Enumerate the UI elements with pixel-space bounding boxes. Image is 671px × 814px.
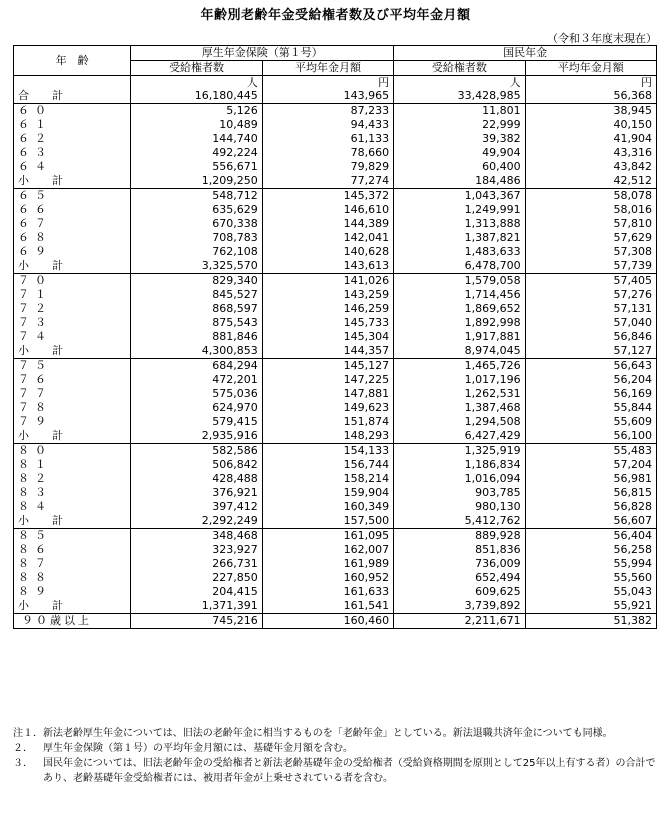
kokumin-recipients: 889,928 <box>394 529 525 544</box>
table-row <box>14 203 657 217</box>
pension-table <box>13 45 657 629</box>
note-text: 国民年金については、旧法老齢年金の受給権者と新法老齢基礎年金の受給権者（受給資格期間を原則として25年以上有する者）の合計であり、老齢基礎年金受給権者には、被用者年金が上乗せされている者を含む。 <box>43 758 656 784</box>
age-label: ７６ <box>14 373 131 387</box>
kousei-recipients: 762,108 <box>212 245 258 258</box>
kousei-recipients: 204,415 <box>212 585 258 598</box>
kokumin-avg-monthly: 51,382 <box>525 614 656 629</box>
kokumin-recipients: 6,478,700 <box>394 259 525 274</box>
age-label: ６９ <box>14 245 131 259</box>
kousei-avg-monthly: 142,041 <box>262 231 393 245</box>
table-row <box>14 359 657 374</box>
subtotal-row <box>14 514 657 529</box>
kokumin-avg-monthly: 43,842 <box>525 160 656 174</box>
as-of-date: （令和３年度末現在） <box>547 32 657 45</box>
kokumin-recipients: 609,625 <box>394 585 525 599</box>
kousei-avg-header: 平均年金月額 <box>262 61 393 76</box>
kokumin-avg-monthly: 57,276 <box>525 288 656 302</box>
unit-people: 人 <box>246 76 258 89</box>
kousei-recipients: 323,927 <box>212 543 258 556</box>
kokumin-avg-monthly: 56,828 <box>525 500 656 514</box>
kousei-recipients: 548,712 <box>212 189 258 202</box>
kokumin-avg-monthly: 55,844 <box>525 401 656 415</box>
kousei-avg-monthly: 77,274 <box>262 174 393 189</box>
kousei-avg-monthly: 145,733 <box>262 316 393 330</box>
table-row <box>14 444 657 459</box>
table-row <box>14 415 657 429</box>
age-label: ８９ <box>14 585 131 599</box>
kokumin-avg-monthly: 56,815 <box>525 486 656 500</box>
kokumin-recipients: 39,382 <box>394 132 525 146</box>
table-row <box>14 274 657 289</box>
table-row <box>14 288 657 302</box>
table-row <box>14 401 657 415</box>
page-title: 年齢別老齢年金受給権者数及び平均年金月額 <box>200 8 471 23</box>
kousei-avg-monthly: 161,989 <box>262 557 393 571</box>
age-label: ６５ <box>14 189 131 204</box>
kokumin-avg-monthly: 38,945 <box>525 104 656 119</box>
note-item <box>13 756 663 786</box>
table-row <box>14 231 657 245</box>
unit-row <box>14 76 657 90</box>
age-label: ６０ <box>14 104 131 119</box>
kokumin-avg-monthly: 57,405 <box>525 274 656 289</box>
table-row <box>14 104 657 119</box>
kousei-recipients: 266,731 <box>212 557 258 570</box>
total-label: 合 計 <box>14 89 131 104</box>
kousei-recipients: 670,338 <box>212 217 258 230</box>
kokumin-avg-monthly: 57,810 <box>525 217 656 231</box>
age-label: ８６ <box>14 543 131 557</box>
age-label: ８５ <box>14 529 131 544</box>
kokumin-recipients: 1,249,991 <box>394 203 525 217</box>
kokumin-recipients: 1,579,058 <box>394 274 525 289</box>
kousei-avg-monthly: 145,372 <box>262 189 393 204</box>
age-label: ８７ <box>14 557 131 571</box>
table-row <box>14 330 657 344</box>
kokumin-recipients: 1,869,652 <box>394 302 525 316</box>
kousei-avg-monthly: 158,214 <box>262 472 393 486</box>
kousei-avg-monthly: 144,357 <box>262 344 393 359</box>
kousei-avg-monthly: 143,259 <box>262 288 393 302</box>
subtotal-row <box>14 259 657 274</box>
kousei-avg-monthly: 143,613 <box>262 259 393 274</box>
kousei-avg-monthly: 146,259 <box>262 302 393 316</box>
kousei-recipients: 575,036 <box>212 387 258 400</box>
kokumin-avg-monthly: 40,150 <box>525 118 656 132</box>
kokumin-recipients: 1,892,998 <box>394 316 525 330</box>
unit-row-label <box>14 76 131 90</box>
kokumin-avg-monthly: 56,100 <box>525 429 656 444</box>
header-row-groups <box>14 46 657 61</box>
kokumin-avg-monthly: 57,204 <box>525 458 656 472</box>
subtotal-row <box>14 174 657 189</box>
kousei-recipients: 635,629 <box>212 203 258 216</box>
table-row <box>14 571 657 585</box>
age-label: ７２ <box>14 302 131 316</box>
age-label: ８３ <box>14 486 131 500</box>
kousei-avg-monthly: 160,460 <box>262 614 393 629</box>
kokumin-recipients: 1,186,834 <box>394 458 525 472</box>
age-label: 小 計 <box>14 429 131 444</box>
age-label: 小 計 <box>14 174 131 189</box>
kokumin-recipients: 184,486 <box>394 174 525 189</box>
table-row <box>14 585 657 599</box>
age-label: ７０ <box>14 274 131 289</box>
kokumin-recipients: 49,904 <box>394 146 525 160</box>
kokumin-avg-monthly: 55,609 <box>525 415 656 429</box>
kokumin-recipients: 1,917,881 <box>394 330 525 344</box>
kousei-recipients: 582,586 <box>212 444 258 457</box>
kousei-recipients: 684,294 <box>212 359 258 372</box>
age-label: ６６ <box>14 203 131 217</box>
age-label: ６８ <box>14 231 131 245</box>
kousei-recipients: 708,783 <box>212 231 258 244</box>
unit-people: 人 <box>394 76 525 90</box>
total-kokumin-recipients: 33,428,985 <box>394 89 525 104</box>
kokumin-avg-monthly: 56,607 <box>525 514 656 529</box>
kousei-recipients: 868,597 <box>212 302 258 315</box>
kousei-avg-monthly: 156,744 <box>262 458 393 472</box>
age-label: ６１ <box>14 118 131 132</box>
kokumin-recipients: 851,836 <box>394 543 525 557</box>
kousei-recipients: 875,543 <box>212 316 258 329</box>
kousei-recipients: 348,468 <box>212 529 258 542</box>
age-label: 小 計 <box>14 344 131 359</box>
age-label: ７４ <box>14 330 131 344</box>
kousei-recipients: 745,216 <box>212 614 258 627</box>
kousei-recipients: 144,740 <box>212 132 258 145</box>
kousei-recipients: 556,671 <box>212 160 258 173</box>
kokumin-recipients-header: 受給権者数 <box>394 61 525 76</box>
kousei-avg-monthly: 145,304 <box>262 330 393 344</box>
kokumin-avg-monthly: 56,643 <box>525 359 656 374</box>
kokumin-recipients: 736,009 <box>394 557 525 571</box>
table-row <box>14 486 657 500</box>
kousei-avg-monthly: 157,500 <box>262 514 393 529</box>
table-row <box>14 160 657 174</box>
kousei-recipients: 472,201 <box>212 373 258 386</box>
kokumin-avg-monthly: 55,043 <box>525 585 656 599</box>
age-label: 小 計 <box>14 259 131 274</box>
kokumin-recipients: 1,465,726 <box>394 359 525 374</box>
kokumin-avg-monthly: 55,483 <box>525 444 656 459</box>
note-label: 注１． <box>13 728 43 739</box>
kokumin-header: 国民年金 <box>394 46 657 61</box>
kousei-recipients: 2,292,249 <box>131 514 262 529</box>
age-label: ９０歳以上 <box>14 614 131 629</box>
kousei-avg-monthly: 146,610 <box>262 203 393 217</box>
kousei-avg-monthly: 151,874 <box>262 415 393 429</box>
kousei-recipients: 1,209,250 <box>131 174 262 189</box>
kousei-recipients: 376,921 <box>212 486 258 499</box>
table-row <box>14 500 657 514</box>
subtotal-row <box>14 344 657 359</box>
kokumin-avg-monthly: 58,078 <box>525 189 656 204</box>
kousei-avg-monthly: 147,881 <box>262 387 393 401</box>
kokumin-recipients: 1,017,196 <box>394 373 525 387</box>
kousei-avg-monthly: 160,349 <box>262 500 393 514</box>
kokumin-recipients: 1,043,367 <box>394 189 525 204</box>
kokumin-avg-monthly: 55,921 <box>525 599 656 614</box>
kousei-recipients: 845,527 <box>212 288 258 301</box>
kokumin-avg-monthly: 56,258 <box>525 543 656 557</box>
kousei-recipients: 624,970 <box>212 401 258 414</box>
age-label: 小 計 <box>14 599 131 614</box>
total-row <box>14 89 657 104</box>
kousei-avg-monthly: 149,623 <box>262 401 393 415</box>
note-item <box>13 741 663 756</box>
note-text: 新法老齢厚生年金については、旧法の老齢年金に相当するものを「老齢年金」としている。新法退職共済年金についても同様。 <box>43 728 613 739</box>
table-row <box>14 543 657 557</box>
kousei-avg-monthly: 161,095 <box>262 529 393 544</box>
kokumin-avg-monthly: 56,404 <box>525 529 656 544</box>
table-row <box>14 614 657 629</box>
kousei-recipients: 428,488 <box>212 472 258 485</box>
kousei-recipients: 506,842 <box>212 458 258 471</box>
note-label: ２． <box>13 743 33 754</box>
table-row <box>14 189 657 204</box>
kokumin-recipients: 1,262,531 <box>394 387 525 401</box>
kokumin-avg-monthly: 58,016 <box>525 203 656 217</box>
kokumin-recipients: 1,483,633 <box>394 245 525 259</box>
kokumin-avg-monthly: 57,308 <box>525 245 656 259</box>
kousei-avg-monthly: 159,904 <box>262 486 393 500</box>
subtotal-row <box>14 599 657 614</box>
kokumin-recipients: 652,494 <box>394 571 525 585</box>
kokumin-avg-monthly: 43,316 <box>525 146 656 160</box>
kokumin-recipients: 1,714,456 <box>394 288 525 302</box>
age-label: ６２ <box>14 132 131 146</box>
kokumin-avg-monthly: 56,981 <box>525 472 656 486</box>
age-label: ８４ <box>14 500 131 514</box>
kousei-avg-monthly: 147,225 <box>262 373 393 387</box>
age-header: 年 齢 <box>14 46 131 76</box>
age-label: ８２ <box>14 472 131 486</box>
kousei-avg-monthly: 161,633 <box>262 585 393 599</box>
kousei-avg-monthly: 162,007 <box>262 543 393 557</box>
note-label: ３． <box>13 758 33 769</box>
kousei-avg-monthly: 141,026 <box>262 274 393 289</box>
table-row <box>14 373 657 387</box>
kousei-avg-monthly: 94,433 <box>262 118 393 132</box>
kokumin-recipients: 11,801 <box>394 104 525 119</box>
kokumin-recipients: 1,387,468 <box>394 401 525 415</box>
kokumin-recipients: 5,412,762 <box>394 514 525 529</box>
kousei-avg-monthly: 161,541 <box>262 599 393 614</box>
kousei-avg-monthly: 87,233 <box>262 104 393 119</box>
kokumin-recipients: 22,999 <box>394 118 525 132</box>
kousei-recipients-header: 受給権者数 <box>131 61 262 76</box>
kokumin-avg-monthly: 56,846 <box>525 330 656 344</box>
kokumin-avg-monthly: 41,904 <box>525 132 656 146</box>
kousei-avg-monthly: 145,127 <box>262 359 393 374</box>
total-kousei-avg: 143,965 <box>262 89 393 104</box>
table-row <box>14 472 657 486</box>
kokumin-recipients: 6,427,429 <box>394 429 525 444</box>
notes <box>13 726 663 786</box>
kousei-recipients: 579,415 <box>212 415 258 428</box>
kokumin-avg-monthly: 57,629 <box>525 231 656 245</box>
age-label: ８８ <box>14 571 131 585</box>
kokumin-avg-monthly: 57,739 <box>525 259 656 274</box>
table-row <box>14 458 657 472</box>
table-row <box>14 302 657 316</box>
unit-yen: 円 <box>262 76 393 90</box>
kousei-header: 厚生年金保険（第１号） <box>131 46 394 61</box>
age-label: 小 計 <box>14 514 131 529</box>
kokumin-avg-monthly: 42,512 <box>525 174 656 189</box>
table-row <box>14 316 657 330</box>
kokumin-avg-monthly: 55,560 <box>525 571 656 585</box>
kousei-recipients: 397,412 <box>212 500 258 513</box>
kokumin-recipients: 8,974,045 <box>394 344 525 359</box>
table-row <box>14 146 657 160</box>
unit-yen: 円 <box>525 76 656 90</box>
kokumin-recipients: 903,785 <box>394 486 525 500</box>
kousei-avg-monthly: 154,133 <box>262 444 393 459</box>
note-text: 厚生年金保険（第１号）の平均年金月額には、基礎年金月額を含む。 <box>43 743 353 754</box>
age-label: ７７ <box>14 387 131 401</box>
kousei-recipients: 492,224 <box>212 146 258 159</box>
kokumin-recipients: 1,325,919 <box>394 444 525 459</box>
age-label: ７３ <box>14 316 131 330</box>
kousei-avg-monthly: 61,133 <box>262 132 393 146</box>
age-label: ７５ <box>14 359 131 374</box>
table-row <box>14 217 657 231</box>
kokumin-recipients: 980,130 <box>394 500 525 514</box>
kousei-recipients: 4,300,853 <box>131 344 262 359</box>
kousei-avg-monthly: 140,628 <box>262 245 393 259</box>
kokumin-avg-monthly: 57,127 <box>525 344 656 359</box>
subtotal-row <box>14 429 657 444</box>
table-row <box>14 132 657 146</box>
age-label: ６４ <box>14 160 131 174</box>
table-row <box>14 118 657 132</box>
kousei-avg-monthly: 78,660 <box>262 146 393 160</box>
age-label: ７９ <box>14 415 131 429</box>
table-row <box>14 529 657 544</box>
table-row <box>14 245 657 259</box>
note-item <box>13 726 663 741</box>
total-kousei-recipients: 16,180,445 <box>131 89 262 104</box>
table-row <box>14 557 657 571</box>
kokumin-recipients: 1,313,888 <box>394 217 525 231</box>
kokumin-recipients: 3,739,892 <box>394 599 525 614</box>
kousei-avg-monthly: 144,389 <box>262 217 393 231</box>
table-row <box>14 387 657 401</box>
kousei-recipients: 3,325,570 <box>131 259 262 274</box>
kokumin-avg-monthly: 57,131 <box>525 302 656 316</box>
kokumin-avg-header: 平均年金月額 <box>525 61 656 76</box>
kousei-recipients: 10,489 <box>219 118 258 131</box>
kokumin-recipients: 1,016,094 <box>394 472 525 486</box>
kousei-recipients: 881,846 <box>212 330 258 343</box>
kokumin-avg-monthly: 57,040 <box>525 316 656 330</box>
kousei-avg-monthly: 79,829 <box>262 160 393 174</box>
kokumin-avg-monthly: 55,994 <box>525 557 656 571</box>
kousei-recipients: 1,371,391 <box>131 599 262 614</box>
age-label: ６３ <box>14 146 131 160</box>
kousei-recipients: 829,340 <box>212 274 258 287</box>
kokumin-avg-monthly: 56,169 <box>525 387 656 401</box>
age-label: ７１ <box>14 288 131 302</box>
total-kokumin-avg: 56,368 <box>525 89 656 104</box>
kousei-recipients: 5,126 <box>226 104 258 117</box>
kokumin-recipients: 60,400 <box>394 160 525 174</box>
age-label: ６７ <box>14 217 131 231</box>
age-label: ７８ <box>14 401 131 415</box>
kousei-avg-monthly: 148,293 <box>262 429 393 444</box>
kousei-avg-monthly: 160,952 <box>262 571 393 585</box>
kokumin-recipients: 1,294,508 <box>394 415 525 429</box>
kokumin-recipients: 1,387,821 <box>394 231 525 245</box>
age-label: ８１ <box>14 458 131 472</box>
age-label: ８０ <box>14 444 131 459</box>
kokumin-avg-monthly: 56,204 <box>525 373 656 387</box>
kokumin-recipients: 2,211,671 <box>394 614 525 629</box>
kousei-recipients: 2,935,916 <box>131 429 262 444</box>
kousei-recipients: 227,850 <box>212 571 258 584</box>
